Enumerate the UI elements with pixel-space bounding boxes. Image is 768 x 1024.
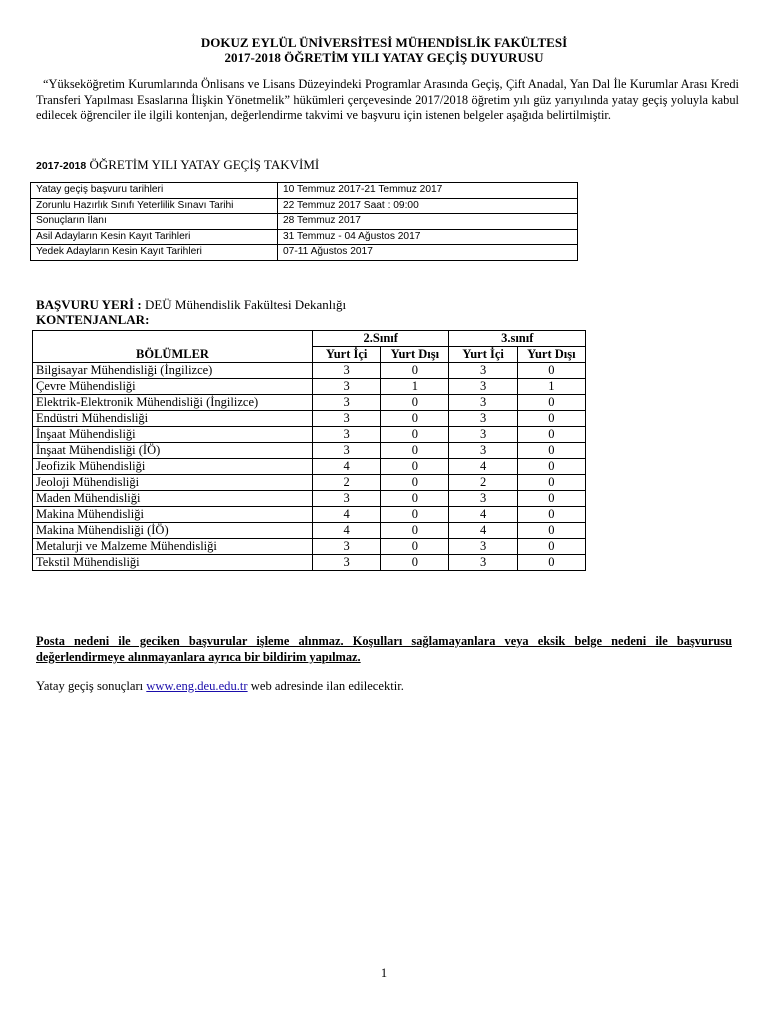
calendar-heading-year: 2017-2018 (36, 160, 87, 172)
class2-domestic-quota: 4 (312, 507, 380, 523)
class3-domestic-quota: 3 (449, 363, 517, 379)
department-name: Jeofizik Mühendisliği (33, 459, 313, 475)
department-name: Metalurji ve Malzeme Mühendisliği (33, 539, 313, 555)
faculty-website-link[interactable]: www.eng.deu.edu.tr (146, 679, 248, 693)
quota-row (33, 363, 586, 379)
calendar-row-label: Zorunlu Hazırlık Sınıfı Yeterlilik Sınavı Tarihi (31, 198, 278, 214)
class2-abroad-quota: 0 (381, 395, 449, 411)
class3-abroad-quota: 0 (517, 427, 585, 443)
class2-abroad-quota: 1 (381, 379, 449, 395)
class2-header: 2.Sınıf (312, 331, 449, 347)
class2-domestic-quota: 3 (312, 427, 380, 443)
class2-abroad-quota: 0 (381, 507, 449, 523)
results-text-after: web adresinde ilan edilecektir. (247, 679, 404, 693)
quota-table (32, 330, 586, 571)
calendar-row-date: 28 Temmuz 2017 (278, 214, 578, 230)
department-name: Maden Mühendisliği (33, 491, 313, 507)
calendar-row (31, 214, 578, 230)
application-value: DEÜ Mühendislik Fakültesi Dekanlığı (144, 297, 347, 312)
calendar-row-label: Yatay geçiş başvuru tarihleri (31, 183, 278, 199)
class3-domestic-quota: 4 (449, 507, 517, 523)
quota-row (33, 427, 586, 443)
class3-abroad-quota: 0 (517, 363, 585, 379)
department-name: Endüstri Mühendisliği (33, 411, 313, 427)
class3-abroad-quota: 0 (517, 475, 585, 491)
calendar-row-date: 07-11 Ağustos 2017 (278, 245, 578, 261)
department-name: Makina Mühendisliği (33, 507, 313, 523)
class2-abroad-quota: 0 (381, 523, 449, 539)
class2-domestic-quota: 3 (312, 539, 380, 555)
department-name: Jeoloji Mühendisliği (33, 475, 313, 491)
class3-domestic-quota: 4 (449, 459, 517, 475)
quota-row (33, 459, 586, 475)
department-name: İnşaat Mühendisliği (İÖ) (33, 443, 313, 459)
announcement-title: 2017-2018 ÖĞRETİM YILI YATAY GEÇİŞ DUYURUSU (224, 50, 544, 65)
calendar-row-date: 31 Temmuz - 04 Ağustos 2017 (278, 229, 578, 245)
class2-abroad-quota: 0 (381, 475, 449, 491)
application-place (36, 297, 346, 312)
class3-abroad-quota: 1 (517, 379, 585, 395)
class3-domestic-quota: 3 (449, 427, 517, 443)
calendar-row-date: 22 Temmuz 2017 Saat : 09:00 (278, 198, 578, 214)
class3-abroad-quota: 0 (517, 491, 585, 507)
intro-paragraph: “Yükseköğretim Kurumlarında Önlisans ve Lisans Düzeyindeki Programlar Arasında Geçiş, Çift Anadal, Yan Dal İle Kurumlar Arası Kredi Transferi Yapılması Esaslarına İlişkin Yönetmelik” hükümleri çerçevesinde 2017/2018 öğretim yılı güz yarıyılında yatay geçiş yoluyla kabul edilecek öğrenciler ile ilgili kontenjan, değerlendirme takvimi ve başvuru için istenen belgeler aşağıda belirtilmiştir. (36, 77, 739, 122)
class2-domestic-quota: 3 (312, 491, 380, 507)
page-number: 1 (380, 966, 388, 980)
class3-domestic-quota: 2 (449, 475, 517, 491)
calendar-heading-text: ÖĞRETİM YILI YATAY GEÇİŞ TAKVİMİ (89, 157, 320, 172)
class3-abroad-quota: 0 (517, 507, 585, 523)
calendar-row-label: Asil Adayların Kesin Kayıt Tarihleri (31, 229, 278, 245)
class2-domestic-quota: 3 (312, 363, 380, 379)
quota-row (33, 507, 586, 523)
class2-abroad-quota: 0 (381, 539, 449, 555)
calendar-row (31, 245, 578, 261)
class3-abroad-quota: 0 (517, 555, 585, 571)
department-name: Elektrik-Elektronik Mühendisliği (İngilizce) (33, 395, 313, 411)
class2-abroad-quota: 0 (381, 363, 449, 379)
calendar-row-label: Yedek Adayların Kesin Kayıt Tarihleri (31, 245, 278, 261)
quota-row (33, 443, 586, 459)
calendar-row-date: 10 Temmuz 2017-21 Temmuz 2017 (278, 183, 578, 199)
class3-domestic-quota: 4 (449, 523, 517, 539)
class2-abroad-quota: 0 (381, 459, 449, 475)
application-label: BAŞVURU YERİ : (36, 297, 142, 312)
calendar-row (31, 198, 578, 214)
class2-abroad-quota: 0 (381, 411, 449, 427)
department-name: Tekstil Mühendisliği (33, 555, 313, 571)
class3-domestic-header: Yurt İçi (449, 347, 517, 363)
calendar-row-label: Sonuçların İlanı (31, 214, 278, 230)
class2-domestic-header: Yurt İçi (312, 347, 380, 363)
department-name: İnşaat Mühendisliği (33, 427, 313, 443)
class3-domestic-quota: 3 (449, 395, 517, 411)
postal-notice: Posta nedeni ile geciken başvurular işleme alınmaz. Koşulları sağlamayanlara veya eksik belge nedeni ile başvurusu değerlendirmeye alınmayanlara ayrıca bir bildirim yapılmaz. (36, 634, 732, 664)
class3-header: 3.sınıf (449, 331, 586, 347)
class3-domestic-quota: 3 (449, 491, 517, 507)
results-text-before: Yatay geçiş sonuçları (36, 679, 147, 693)
class2-domestic-quota: 3 (312, 443, 380, 459)
class2-abroad-quota: 0 (381, 443, 449, 459)
class2-abroad-quota: 0 (381, 491, 449, 507)
faculty-title: DOKUZ EYLÜL ÜNİVERSİTESİ MÜHENDİSLİK FAKÜLTESİ (200, 35, 568, 50)
class3-abroad-quota: 0 (517, 459, 585, 475)
results-announcement (36, 679, 404, 694)
quota-heading: KONTENJANLAR: (36, 312, 150, 327)
class2-domestic-quota: 3 (312, 411, 380, 427)
class3-abroad-quota: 0 (517, 523, 585, 539)
quota-row (33, 395, 586, 411)
class3-abroad-quota: 0 (517, 395, 585, 411)
class3-abroad-quota: 0 (517, 539, 585, 555)
quota-row (33, 555, 586, 571)
class2-domestic-quota: 3 (312, 395, 380, 411)
class3-abroad-quota: 0 (517, 411, 585, 427)
calendar-row (31, 183, 578, 199)
class3-abroad-header: Yurt Dışı (517, 347, 585, 363)
quota-row (33, 523, 586, 539)
class2-domestic-quota: 3 (312, 379, 380, 395)
quota-row (33, 475, 586, 491)
class2-domestic-quota: 4 (312, 523, 380, 539)
department-name: Çevre Mühendisliği (33, 379, 313, 395)
class2-domestic-quota: 2 (312, 475, 380, 491)
calendar-table (30, 182, 578, 261)
class2-abroad-quota: 0 (381, 555, 449, 571)
class2-domestic-quota: 4 (312, 459, 380, 475)
class3-abroad-quota: 0 (517, 443, 585, 459)
class2-abroad-quota: 0 (381, 427, 449, 443)
class2-abroad-header: Yurt Dışı (381, 347, 449, 363)
class3-domestic-quota: 3 (449, 539, 517, 555)
class3-domestic-quota: 3 (449, 555, 517, 571)
department-name: Bilgisayar Mühendisliği (İngilizce) (33, 363, 313, 379)
calendar-row (31, 229, 578, 245)
quota-row (33, 491, 586, 507)
class3-domestic-quota: 3 (449, 411, 517, 427)
quota-row (33, 411, 586, 427)
calendar-heading (36, 157, 319, 174)
departments-header: BÖLÜMLER (33, 331, 313, 363)
quota-row (33, 379, 586, 395)
department-name: Makina Mühendisliği (İÖ) (33, 523, 313, 539)
quota-row (33, 539, 586, 555)
class3-domestic-quota: 3 (449, 443, 517, 459)
class3-domestic-quota: 3 (449, 379, 517, 395)
class2-domestic-quota: 3 (312, 555, 380, 571)
